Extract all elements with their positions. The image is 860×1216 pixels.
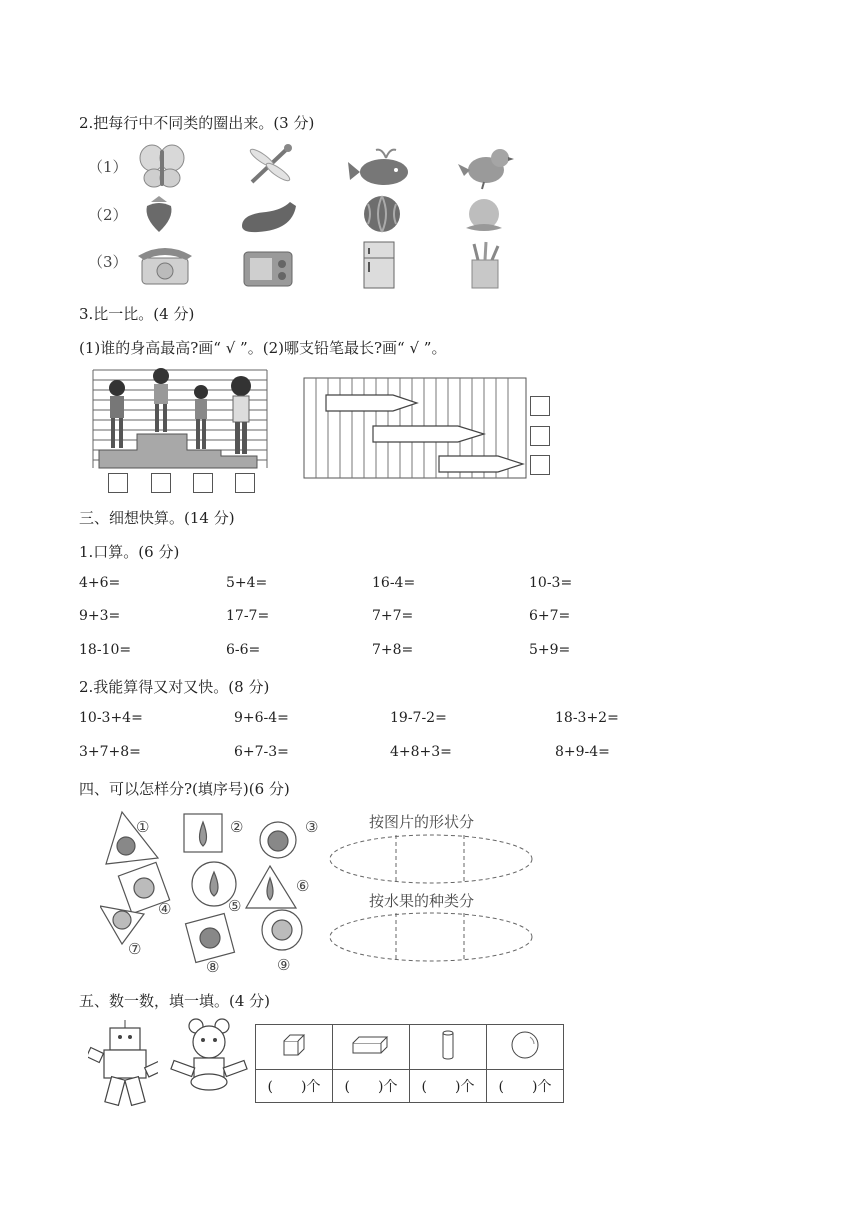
figure-number-7: ⑦	[128, 940, 142, 958]
height-comparison-figure	[91, 366, 269, 470]
sphere-count-blank[interactable]: ( )个	[487, 1070, 564, 1103]
pen-holder-icon[interactable]	[466, 240, 504, 290]
oral-calc-item: 5+9=	[529, 642, 571, 658]
height-check-box-1[interactable]	[108, 473, 128, 493]
peach-icon[interactable]	[462, 194, 506, 234]
q3-instruction: (1)谁的身高最高?画“ √ ”。(2)哪支铅笔最长?画“ √ ”。	[79, 339, 447, 357]
pencil-comparison-figure	[303, 377, 529, 481]
oral-calc-item: 16-4=	[372, 575, 416, 591]
section4-title: 四、可以怎样分?(填序号)(6 分)	[79, 780, 290, 798]
mixed-calc-item: 8+9-4=	[555, 744, 610, 760]
sphere-icon	[510, 1030, 540, 1060]
mixed-calc-item: 4+8+3=	[390, 744, 452, 760]
sort-by-fruit-label: 按水果的种类分	[369, 892, 475, 910]
cuboid-count-blank[interactable]: ( )个	[333, 1070, 410, 1103]
figure-number-5: ⑤	[228, 897, 242, 915]
figure-number-1: ①	[136, 818, 150, 836]
refrigerator-icon[interactable]	[362, 240, 396, 290]
cuboid-icon	[351, 1035, 391, 1055]
oral-calc-item: 7+8=	[372, 642, 414, 658]
robot-figure	[88, 1020, 158, 1110]
figure-number-8: ⑧	[206, 958, 220, 976]
pencil-check-box-3[interactable]	[530, 455, 550, 475]
sort-by-shape-label: 按图片的形状分	[369, 813, 475, 831]
figure-number-2: ②	[230, 818, 244, 836]
shape-count-table	[255, 1024, 564, 1103]
row-label-3: （3）	[88, 253, 128, 271]
mixed-calc-item: 6+7-3=	[234, 744, 289, 760]
eggplant-icon[interactable]	[238, 196, 298, 234]
telephone-icon[interactable]	[136, 242, 194, 288]
sphere-cell	[487, 1025, 564, 1070]
q3-title: 3.比一比。(4 分)	[79, 305, 195, 323]
pencil-check-box-1[interactable]	[530, 396, 550, 416]
part1-title: 1.口算。(6 分)	[79, 543, 180, 561]
cube-count-blank[interactable]: ( )个	[256, 1070, 333, 1103]
cube-cell	[256, 1025, 333, 1070]
height-check-box-4[interactable]	[235, 473, 255, 493]
oral-calc-item: 4+6=	[79, 575, 121, 591]
oral-calc-item: 9+3=	[79, 608, 121, 624]
mixed-calc-item: 10-3+4=	[79, 710, 143, 726]
cylinder-cell	[410, 1025, 487, 1070]
fruit-sort-answer-ellipse[interactable]	[328, 910, 534, 964]
figure-number-3: ③	[305, 818, 319, 836]
oral-calc-item: 6-6=	[226, 642, 261, 658]
butterfly-icon[interactable]	[136, 142, 188, 190]
height-check-box-3[interactable]	[193, 473, 213, 493]
mixed-calc-item: 9+6-4=	[234, 710, 289, 726]
dragonfly-icon[interactable]	[244, 142, 296, 188]
oral-calc-item: 6+7=	[529, 608, 571, 624]
height-check-box-2[interactable]	[151, 473, 171, 493]
section3-title: 三、细想快算。(14 分)	[79, 509, 235, 527]
q2-title: 2.把每行中不同类的圈出来。(3 分)	[79, 114, 315, 132]
cube-icon	[280, 1031, 308, 1059]
robot-figure	[170, 1016, 248, 1092]
pencil-check-box-2[interactable]	[530, 426, 550, 446]
radio-icon[interactable]	[242, 244, 294, 288]
cylinder-count-blank[interactable]: ( )个	[410, 1070, 487, 1103]
mixed-calc-item: 19-7-2=	[390, 710, 447, 726]
oral-calc-item: 7+7=	[372, 608, 414, 624]
bird-icon[interactable]	[456, 142, 514, 190]
row-label-1: （1）	[88, 158, 128, 176]
oral-calc-item: 10-3=	[529, 575, 573, 591]
oral-calc-item: 17-7=	[226, 608, 270, 624]
row-label-2: （2）	[88, 206, 128, 224]
figure-number-6: ⑥	[296, 877, 310, 895]
cylinder-icon	[440, 1029, 456, 1061]
cuboid-cell	[333, 1025, 410, 1070]
watermelon-icon[interactable]	[362, 194, 402, 234]
figure-number-4: ④	[158, 900, 172, 918]
shape-sort-answer-ellipse[interactable]	[328, 832, 534, 886]
part2-title: 2.我能算得又对又快。(8 分)	[79, 678, 270, 696]
oral-calc-item: 18-10=	[79, 642, 132, 658]
strawberry-icon[interactable]	[142, 194, 176, 234]
mixed-calc-item: 18-3+2=	[555, 710, 619, 726]
section5-title: 五、数一数，填一填。(4 分)	[79, 992, 271, 1010]
mixed-calc-item: 3+7+8=	[79, 744, 141, 760]
oral-calc-item: 5+4=	[226, 575, 268, 591]
figure-number-9: ⑨	[277, 956, 291, 974]
whale-icon[interactable]	[346, 144, 412, 188]
